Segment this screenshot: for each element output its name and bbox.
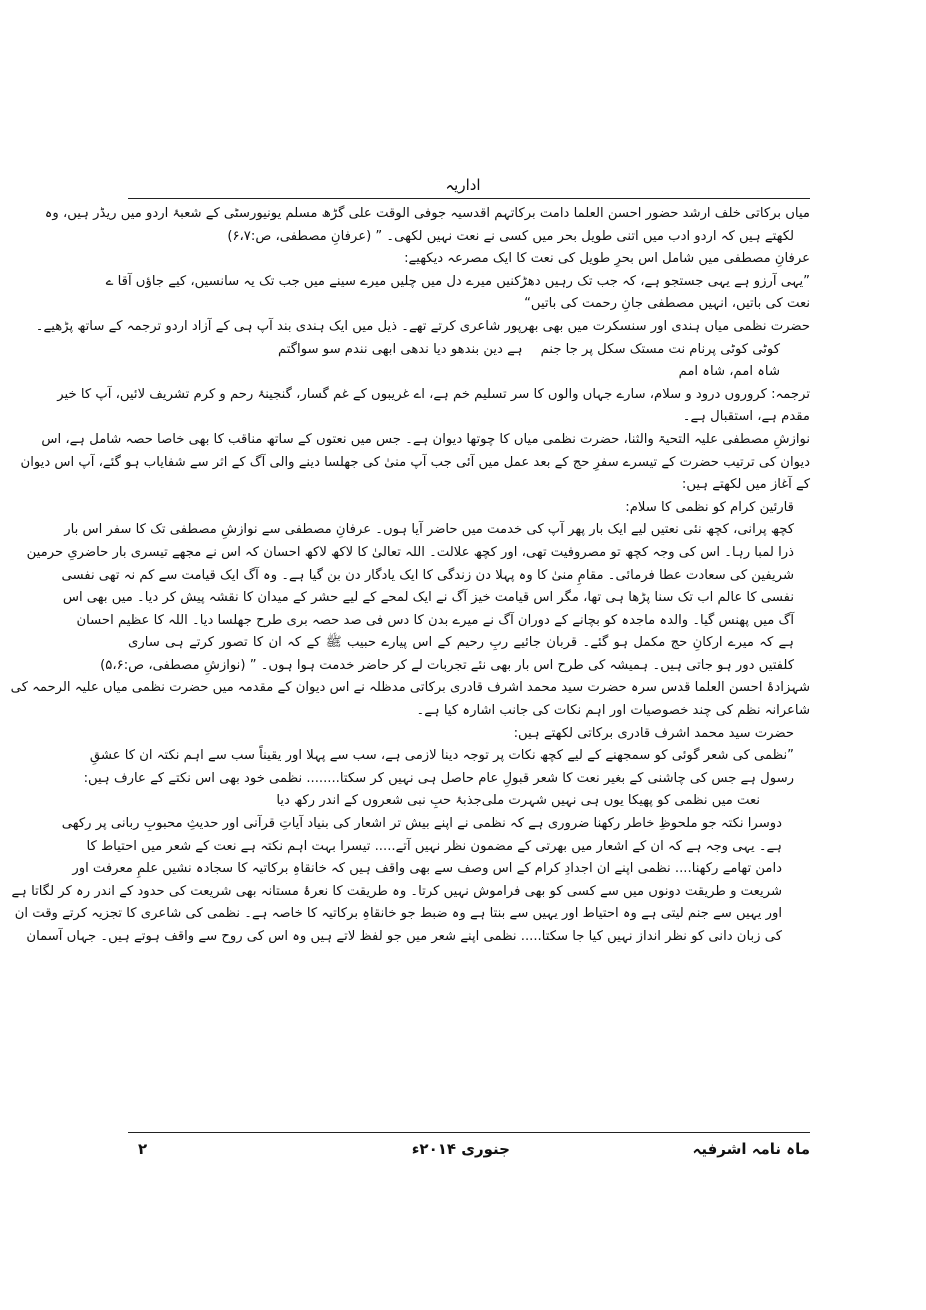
page-number: ۲ (138, 1140, 148, 1158)
text-line: ”یہی آرزو ہے یہی جستجو ہے، کہ جب تک رہیں دھڑکنیں میرے دل میں چلیں میرے سینے میں جب تک یہ سانسیں، کیے جاؤں آقا ے (105, 273, 810, 289)
text-line: حضرت سید محمد اشرف قادری برکاتی لکھتے ہیں: (513, 725, 794, 741)
text-line: قارئین کرام کو نظمی کا سلام: (625, 499, 794, 515)
text-block-intro (35, 203, 810, 339)
text-line: ترجمہ: کروروں درود و سلام، سارے جہاں والوں کا سر تسلیم خم ہے، اے غریبوں کے غم گسار، گنجینۂ رحم و کرم تشریف لائیں، آپ کا خیر (57, 386, 810, 402)
text-line: ہے۔ یہی وجہ ہے کہ ان کے اشعار میں بھرتی کے مضمون نظر نہیں آتے..... تیسرا بہت اہم نکتہ ہے نعت کے شعر میں احتیاط کا (86, 838, 782, 854)
text-line: شاعرانہ نظم کی چند خصوصیات اور اہم نکات کی جانب اشارہ کیا ہے۔ (416, 703, 810, 719)
header-rule (128, 198, 810, 199)
text-line: دوسرا نکتہ جو ملحوظِ خاطر رکھنا ضروری ہے کہ نظمی نے اپنے بیش تر اشعار کی بنیاد آیاتِ قرآنی اور حدیثِ محبوبِ ربانی پر رکھی (61, 816, 782, 832)
couplet-right: نعت میں نظمی کو پھیکا یوں ہی نہیں شہرت ملی (481, 793, 760, 809)
footer-rule (128, 1132, 810, 1133)
text-line: اور یہیں سے جنم لیتی ہے وہ احتیاط اور یہیں سے بنتا ہے وہ ضبط جو خانقاہِ برکاتیہ کا خاصہ ہے۔ نظمی کی شاعری کا تجزیہ کرتے وقت ان (14, 906, 782, 922)
hindi-verse-left: ہے دین بندھو دیا ندھی ابھی نندم سو سواگتم (278, 341, 523, 357)
couplet-left: جذبۂ حبِ نبی شعروں کے اندر رکھ دیا (276, 793, 482, 809)
text-line: کلفتیں دور ہو جاتی ہیں۔ ہمیشہ کی طرح اس بار بھی نئے تجربات لے کر حاضر خدمت ہوا ہوں۔ ” (نوازشِ مصطفی، ص:۵،۶) (100, 657, 794, 673)
text-line: شریعت و طریقت دونوں میں سے کسی کو بھی فراموش نہیں کرتا۔ وہ طریقت کا نعرۂ مستانہ بھی شریعت کی حدود کے اندر رہ کر لگاتا ہے (11, 883, 782, 899)
text-line: کی زبان دانی کو نظر انداز نہیں کیا جا سکتا..... نظمی اپنے شعر میں جو لفظ لاتے ہیں وہ اس کی روح سے واقف ہوتے ہیں۔ جہاں آسمان (26, 929, 782, 944)
text-line: عرفانِ مصطفی میں شامل اس بحرِ طویل کی نعت کا ایک مصرعہ دیکھیے: (404, 251, 810, 267)
issue-date: جنوری ۲۰۱۴ء (411, 1140, 510, 1158)
text-line: شریفین کی سعادت عطا فرمائی۔ مقامِ منیٰ کا وہ پہلا دن زندگی کا ایک یادگار دن بن گیا ہے۔ وہ آگ ایک قیامت سے کم نہ تھی نفسی (61, 567, 794, 583)
magazine-name: ماہ نامہ اشرفیہ (692, 1140, 810, 1158)
page-footer (128, 1140, 810, 1166)
article-body (10, 203, 810, 949)
text-line: نوازشِ مصطفی علیہ التحیۃ والثنا، حضرت نظمی میاں کا چوتھا دیوان ہے۔ جس میں نعتوں کے ساتھ مناقب کا بھی خاصا حصہ شامل ہے، اس (41, 431, 810, 447)
hindi-verse-refrain-text: شاہ امم، شاہ امم (678, 364, 780, 380)
text-line: مقدم ہے، استقبال ہے۔ (682, 409, 810, 425)
hindi-verse-line (128, 339, 810, 362)
couplet (128, 790, 810, 813)
text-line: لکھتے ہیں کہ اردو ادب میں اتنی طویل بحر میں کسی نے نعت نہیں لکھی۔ ” (عرفانِ مصطفی، ص:۶،۷) (227, 228, 794, 244)
text-line: حضرت نظمی میاں ہندی اور سنسکرت میں بھی بھرپور شاعری کرتے تھے۔ ذیل میں ایک ہندی بند آپ ہی کے آزاد اردو ترجمہ کے ساتھ پڑھیے۔ (35, 318, 810, 334)
text-line: کچھ پرانی، کچھ نئی نعتیں لیے ایک بار پھر آپ کی خدمت میں حاضر آیا ہوں۔ عرفانِ مصطفی سے نوازشِ مصطفی تک کا سفر اس بار (64, 522, 794, 538)
text-line: شہزادۂ احسن العلما قدس سرہ حضرت سید محمد اشرف قادری برکاتی مدظلہ نے اس دیوان کے مقدمہ میں حضرت نظمی میاں علیہ الرحمہ کی (10, 680, 810, 696)
text-block-closing (11, 813, 810, 949)
text-line: ہے کہ میرے ارکانِ حج مکمل ہو گئے۔ قربان جائیے ربِ رحیم کے اس پیارے حبیب ﷺ کے کہ ان کا تصور کرتے ہی ساری (128, 635, 794, 651)
hindi-verse-right: کوٹی کوٹی پرنام نت مستک سکل پر جا جنم (540, 341, 780, 357)
text-line: دیوان کی ترتیب حضرت کے تیسرے سفرِ حج کے بعد عمل میں آئی جب آپ منیٰ کی جھلسا دینے والی آگ کے اثر سے شفایاب ہو گئے، آپ اس دیوان (20, 454, 810, 470)
text-line: آگ میں پھنس گیا۔ والدہ ماجدہ کو بچانے کے دوران آگ نے میرے بدن کا دس فی صد حصہ بری طرح جھلسا دیا۔ اللہ کا عظیم احسان (76, 612, 794, 628)
text-line: دامن تھامے رکھنا.... نظمی اپنے ان اجدادِ کرام کے اس وصف سے بھی واقف ہیں کہ خانقاہِ برکاتیہ کا سجادہ نشیں علمِ معرفت اور (72, 861, 782, 877)
hindi-verse-refrain (128, 361, 810, 384)
text-line: ذرا لمبا رہا۔ اس کی وجہ کچھ تو مصروفیت تھی، اور کچھ علالت۔ اللہ تعالیٰ کا لاکھ لاکھ احسان کہ اس نے مجھے تیسری بار حاضریِ حرمین (26, 544, 794, 560)
page-header: اداریہ (445, 176, 481, 194)
text-line: ”نظمی کی شعر گوئی کو سمجھنے کے لیے کچھ نکات پر توجہ دینا لازمی ہے، سب سے پہلا اور یقیناً سب سے اہم نکتہ ان کا عشقِ (89, 748, 794, 764)
text-line: نعت کی باتیں، انہیں مصطفی جانِ رحمت کی باتیں“ (524, 296, 810, 312)
text-line: کے آغاز میں لکھتے ہیں: (681, 477, 810, 493)
text-block-main (10, 384, 810, 791)
text-line: رسول ہے جس کی چاشنی کے بغیر نعت کا شعر قبولِ عام حاصل ہی نہیں کر سکتا........ نظمی خود بھی اس نکتے کے عارف ہیں: (83, 770, 794, 786)
text-line: میاں برکاتی خلف ارشد حضور احسن العلما دامت برکاتہم اقدسیہ جوفی الوقت علی گڑھ مسلم یونیورسٹی کے شعبۂ اردو میں ریڈر ہیں، وہ (44, 206, 810, 221)
text-line: نفسی کا عالم اب تک سنا پڑھا ہی تھا، مگر اس قیامت خیز آگ نے ایک لمحے کے لیے حشر کے میدان کا نقشہ پیش کر دیا۔ میں بھی اس (62, 590, 794, 606)
